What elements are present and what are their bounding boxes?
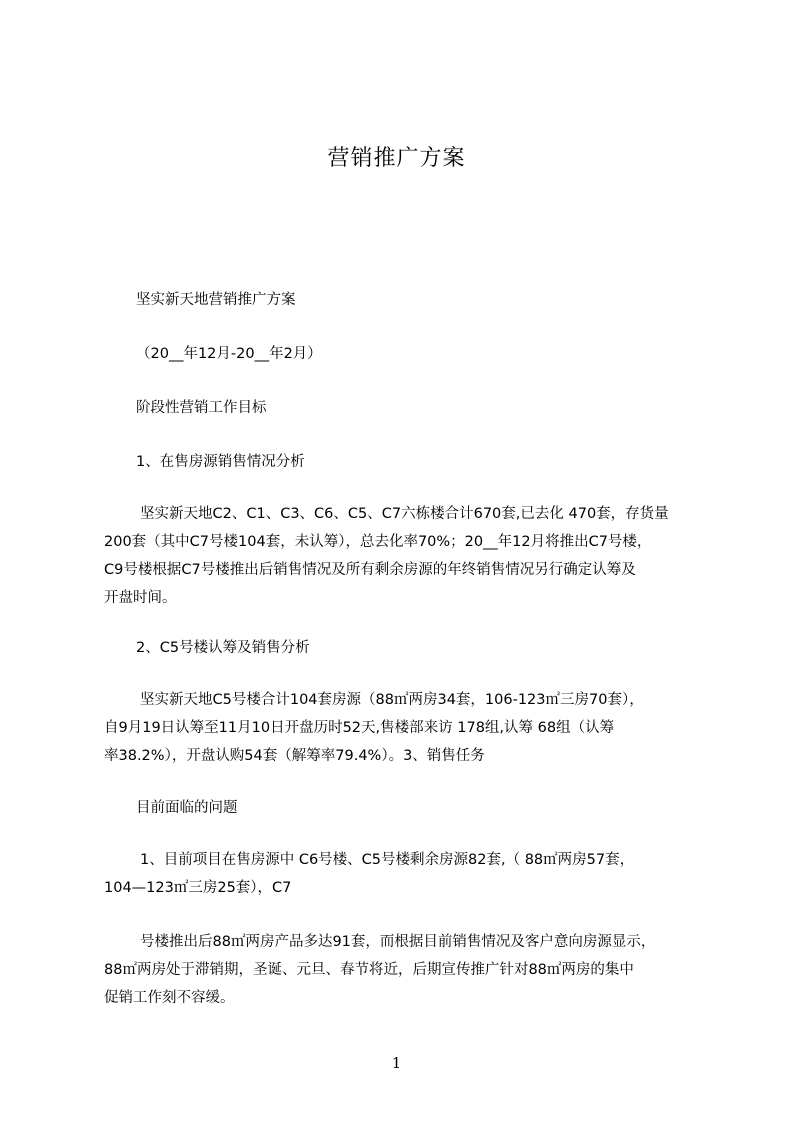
- paragraph-line: 坚实新天地C5号楼合计104套房源（88㎡两房34套，106-123㎡三房70套），: [140, 692, 644, 708]
- page-number: 1: [391, 1054, 402, 1072]
- paragraph-problem-1: [104, 846, 704, 902]
- subheading-sales-analysis: 1、在售房源销售情况分析: [136, 454, 305, 470]
- paragraph-sales-analysis: [104, 500, 704, 612]
- paragraph-line: 200套（其中C7号楼104套，未认筹），总去化率70%；20__年12月将推出C7号楼，: [104, 534, 652, 550]
- paragraph-line: 坚实新天地C2、C1、C3、C6、C5、C7六栋楼合计670套,已去化 470套，存货量: [140, 506, 669, 522]
- paragraph-line: 88㎡两房处于滞销期，圣诞、元旦、春节将近，后期宣传推广针对88㎡两房的集中: [104, 962, 634, 978]
- paragraph-line: 促销工作刻不容缓。: [104, 990, 235, 1006]
- paragraph-line: 自9月19日认筹至11月10日开盘历时52天,售楼部来访 178组,认筹 68组（认筹: [104, 720, 615, 736]
- section-heading-goal: 阶段性营销工作目标: [136, 400, 267, 416]
- date-range: （20__年12月-20__年2月）: [136, 346, 322, 362]
- paragraph-line: C9号楼根据C7号楼推出后销售情况及所有剩余房源的年终销售情况另行确定认筹及: [104, 562, 636, 578]
- document-subtitle: 坚实新天地营销推广方案: [136, 292, 296, 308]
- subheading-c5-analysis: 2、C5号楼认筹及销售分析: [136, 640, 310, 656]
- page-title: 营销推广方案: [327, 146, 466, 171]
- paragraph-line: 率38.2%），开盘认购54套（解筹率79.4%）。3、销售任务: [104, 748, 485, 764]
- paragraph-line: 开盘时间。: [104, 590, 177, 606]
- paragraph-problem-2: [104, 928, 704, 1012]
- paragraph-line: 号楼推出后88㎡两房产品多达91套，而根据目前销售情况及客户意向房源显示，: [140, 934, 656, 950]
- section-heading-problem: 目前面临的问题: [136, 800, 238, 816]
- paragraph-line: 1、目前项目在售房源中 C6号楼、C5号楼剩余房源82套,（ 88㎡两房57套，: [140, 852, 635, 868]
- paragraph-c5-analysis: [104, 686, 704, 770]
- paragraph-line: 104—123㎡三房25套），C7: [104, 880, 292, 896]
